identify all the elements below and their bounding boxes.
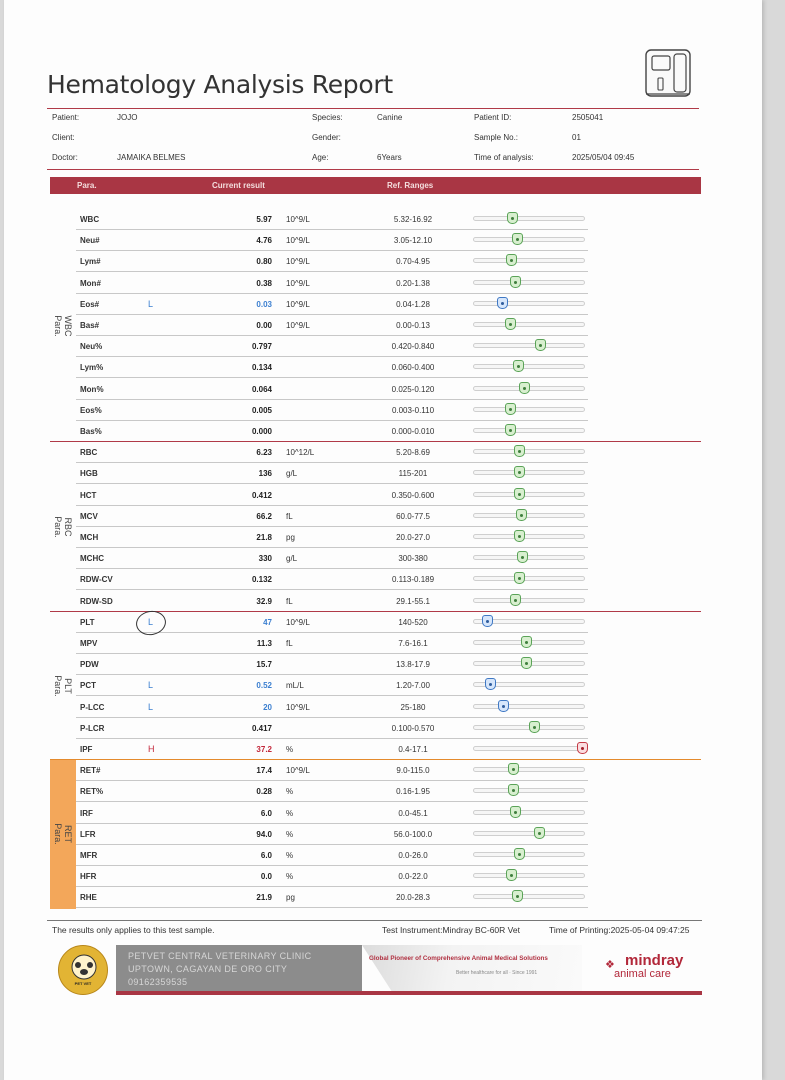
table-row <box>76 718 588 739</box>
param-value: 17.4 <box>256 766 272 776</box>
table-row <box>76 675 588 696</box>
range-marker-icon <box>521 636 532 648</box>
param-value: 0.134 <box>251 363 272 373</box>
param-name: Neu% <box>80 342 103 352</box>
param-name: IRF <box>80 808 93 818</box>
param-value: 21.8 <box>256 533 272 542</box>
patient-id-value: 2505041 <box>572 113 604 122</box>
param-flag: L <box>148 298 154 309</box>
param-ref-range: 5.32-16.92 <box>393 215 433 224</box>
range-marker-icon <box>514 488 525 500</box>
param-value: 0.000 <box>251 427 272 436</box>
table-row <box>76 400 588 421</box>
param-value: 0.03 <box>256 299 272 309</box>
param-value: 47 <box>263 617 272 627</box>
section-divider <box>50 441 701 442</box>
header-rule-bottom <box>47 169 699 170</box>
range-marker-icon <box>514 466 525 478</box>
range-slider-track <box>473 301 585 306</box>
table-row <box>76 379 588 400</box>
param-value: 136 <box>258 469 272 479</box>
param-value: 0.80 <box>256 257 272 267</box>
range-slider-track <box>473 598 585 603</box>
param-value: 0.38 <box>256 278 272 288</box>
param-value: 21.9 <box>256 893 272 903</box>
param-value: 15.7 <box>256 660 272 670</box>
param-value: 0.412 <box>251 490 272 500</box>
param-name: PDW <box>80 660 99 670</box>
param-unit: fL <box>286 639 293 648</box>
table-row <box>76 633 588 654</box>
section-divider <box>50 759 701 760</box>
col-para: Para. <box>77 181 97 190</box>
range-marker-icon <box>498 700 509 712</box>
param-ref-range: 0.420-0.840 <box>391 342 435 352</box>
param-name: Mon% <box>80 384 104 394</box>
param-value: 6.0 <box>260 851 272 860</box>
param-value: 0.52 <box>256 681 272 691</box>
range-slider-track <box>473 280 585 285</box>
range-marker-icon <box>514 530 525 542</box>
range-marker-icon <box>521 657 532 669</box>
param-unit: g/L <box>286 469 298 479</box>
param-unit: 10^9/L <box>286 278 310 288</box>
table-row <box>76 781 588 802</box>
table-row <box>76 230 588 251</box>
param-unit: 10^9/L <box>286 702 310 712</box>
param-unit: % <box>286 745 294 754</box>
range-marker-icon <box>508 763 519 775</box>
range-slider-track <box>473 852 585 857</box>
range-slider-track <box>473 322 585 327</box>
clinic-phone: 09162359535 <box>128 977 188 987</box>
param-ref-range: 140-520 <box>398 617 428 627</box>
table-row <box>76 824 588 845</box>
param-value: 0.064 <box>251 384 272 394</box>
range-slider-track <box>473 470 585 475</box>
param-name: MFR <box>80 851 98 860</box>
patient-value: JOJO <box>117 113 138 122</box>
col-current-result: Current result <box>212 181 265 190</box>
range-slider-track <box>473 894 585 899</box>
footer-accent-bar <box>116 991 702 995</box>
param-name: P-LCC <box>80 702 105 712</box>
param-ref-range: 0.20-1.38 <box>396 278 430 288</box>
param-unit: 10^9/L <box>286 215 310 224</box>
range-slider-track <box>473 449 585 454</box>
param-name: MCV <box>80 511 98 521</box>
param-ref-range: 115-201 <box>398 469 428 479</box>
param-ref-range: 1.20-7.00 <box>396 681 430 691</box>
param-name: Bas% <box>80 427 102 436</box>
param-unit: % <box>286 787 294 797</box>
param-unit: 10^9/L <box>286 321 310 330</box>
range-marker-icon <box>510 276 521 288</box>
param-name: HGB <box>80 469 98 479</box>
age-label: Age: <box>312 153 329 162</box>
table-row <box>76 294 588 315</box>
range-slider-track <box>473 343 585 348</box>
analysis-time-value: 2025/05/04 09:45 <box>572 153 635 162</box>
param-name: RBC <box>80 448 98 458</box>
param-value: 6.23 <box>256 448 272 458</box>
range-marker-icon <box>514 848 525 860</box>
range-slider-track <box>473 534 585 539</box>
range-slider-track <box>473 873 585 878</box>
table-row <box>76 887 588 908</box>
range-marker-icon <box>485 678 496 690</box>
table-row <box>76 506 588 527</box>
param-value: 0.132 <box>251 575 272 585</box>
param-unit: % <box>286 851 294 860</box>
range-marker-icon <box>512 890 523 902</box>
param-name: LFR <box>80 829 96 839</box>
param-flag: L <box>148 680 154 691</box>
section-label: PLT Para. <box>53 675 73 697</box>
range-slider-track <box>473 788 585 793</box>
param-value: 0.797 <box>251 342 272 352</box>
range-slider-track <box>473 428 585 433</box>
range-marker-icon <box>517 551 528 563</box>
table-row <box>76 654 588 675</box>
param-ref-range: 0.060-0.400 <box>391 363 435 373</box>
param-ref-range: 60.0-77.5 <box>396 511 430 521</box>
param-name: RET# <box>80 766 101 776</box>
param-ref-range: 29.1-55.1 <box>396 596 430 606</box>
param-ref-range: 0.04-1.28 <box>396 299 430 309</box>
param-ref-range: 20.0-27.0 <box>396 533 430 542</box>
paw-logo-icon <box>59 946 109 996</box>
param-name: Eos# <box>80 299 100 309</box>
results-disclaimer: The results only applies to this test sample. <box>52 925 215 935</box>
range-marker-icon <box>505 403 516 415</box>
table-row <box>76 866 588 887</box>
param-name: WBC <box>80 215 100 224</box>
param-name: Mon# <box>80 278 101 288</box>
param-value: 330 <box>258 554 272 564</box>
table-row <box>76 803 588 824</box>
param-value: 0.417 <box>251 723 272 733</box>
range-marker-icon <box>513 360 524 372</box>
param-ref-range: 9.0-115.0 <box>396 766 430 776</box>
param-ref-range: 0.00-0.13 <box>396 321 430 330</box>
range-slider-track <box>473 810 585 815</box>
table-row <box>76 336 588 357</box>
range-marker-icon <box>514 445 525 457</box>
slogan-band <box>362 945 582 993</box>
param-value: 11.3 <box>256 639 272 648</box>
param-unit: % <box>286 872 294 882</box>
param-ref-range: 3.05-12.10 <box>393 236 433 246</box>
clinic-name: PETVET CENTRAL VETERINARY CLINIC <box>128 951 312 961</box>
brand-logo-text: mindray <box>625 952 684 969</box>
table-row <box>76 697 588 718</box>
range-marker-icon <box>482 615 493 627</box>
section-label: WBC Para. <box>53 314 73 337</box>
param-name: Neu# <box>80 236 100 246</box>
range-slider-track <box>473 831 585 836</box>
param-value: 66.2 <box>256 511 272 521</box>
param-name: Lym% <box>80 363 104 373</box>
param-name: PCT <box>80 681 96 691</box>
param-unit: 10^9/L <box>286 257 310 267</box>
range-marker-icon <box>519 382 530 394</box>
species-value: Canine <box>377 113 403 122</box>
brand-slogan: Global Pioneer of Comprehensive Animal Medical Solutions <box>369 955 548 962</box>
species-label: Species: <box>312 113 343 122</box>
clinic-info-band <box>116 945 362 993</box>
range-marker-icon <box>497 297 508 309</box>
param-unit: 10^12/L <box>286 448 315 458</box>
param-value: 4.76 <box>256 236 272 246</box>
range-marker-icon <box>534 827 545 839</box>
analyzer-icon <box>638 44 696 100</box>
range-marker-icon <box>512 233 523 245</box>
param-ref-range: 0.0-22.0 <box>398 872 428 882</box>
table-row <box>76 463 588 484</box>
param-ref-range: 0.025-0.120 <box>391 384 435 394</box>
clinic-logo-text: PET VET <box>74 981 92 986</box>
param-value: 37.2 <box>256 745 272 754</box>
param-value: 5.97 <box>256 215 272 224</box>
param-unit: pg <box>286 533 295 542</box>
range-marker-icon <box>516 509 527 521</box>
table-row <box>76 485 588 506</box>
report-title: Hematology Analysis Report <box>47 70 393 99</box>
param-value: 0.005 <box>251 405 272 415</box>
param-ref-range: 5.20-8.69 <box>396 448 430 458</box>
param-ref-range: 0.350-0.600 <box>391 490 435 500</box>
range-marker-icon <box>510 594 521 606</box>
header-rule-top <box>47 108 699 109</box>
param-value: 94.0 <box>256 829 272 839</box>
client-label: Client: <box>52 133 75 142</box>
table-row <box>76 569 588 590</box>
brand-tagline: Better healthcare for all · Since 1991 <box>456 970 538 976</box>
range-marker-icon <box>529 721 540 733</box>
table-row <box>76 845 588 866</box>
param-unit: % <box>286 808 294 818</box>
param-unit: fL <box>286 596 293 606</box>
table-row <box>76 548 588 569</box>
param-unit: 10^9/L <box>286 766 310 776</box>
section-label: RBC Para. <box>53 516 73 538</box>
table-row <box>76 442 588 463</box>
param-name: RDW-CV <box>80 575 113 585</box>
doctor-value: JAMAIKA BELMES <box>117 153 186 162</box>
clinic-address: UPTOWN, CAGAYAN DE ORO CITY <box>128 964 288 974</box>
col-ref-ranges: Ref. Ranges <box>387 181 434 190</box>
range-marker-icon <box>577 742 588 754</box>
param-ref-range: 25-180 <box>400 702 426 712</box>
param-unit: 10^9/L <box>286 236 310 246</box>
range-marker-icon <box>507 212 518 224</box>
range-slider-track <box>473 258 585 263</box>
param-name: Eos% <box>80 405 102 415</box>
param-value: 0.28 <box>256 787 272 797</box>
time-of-printing: Time of Printing:2025-05-04 09:47:25 <box>549 925 690 935</box>
param-unit: pg <box>286 893 295 903</box>
param-ref-range: 56.0-100.0 <box>393 829 433 839</box>
patient-label: Patient: <box>52 113 80 122</box>
param-value: 32.9 <box>256 596 272 606</box>
table-row <box>76 315 588 336</box>
param-name: RET% <box>80 787 104 797</box>
range-slider-track <box>473 704 585 709</box>
param-ref-range: 0.003-0.110 <box>391 405 435 415</box>
range-slider-track <box>473 576 585 581</box>
param-name: PLT <box>80 617 95 627</box>
range-marker-icon <box>505 318 516 330</box>
range-marker-icon <box>505 424 516 436</box>
table-row <box>76 273 588 294</box>
param-name: P-LCR <box>80 723 105 733</box>
gender-label: Gender: <box>312 133 341 142</box>
param-unit: g/L <box>286 554 298 564</box>
sample-no-value: 01 <box>572 133 581 142</box>
param-name: MPV <box>80 639 98 648</box>
param-ref-range: 300-380 <box>398 554 428 564</box>
param-name: IPF <box>80 745 93 754</box>
param-value: 0.0 <box>260 872 272 882</box>
param-ref-range: 0.16-1.95 <box>396 787 430 797</box>
range-slider-track <box>473 216 585 221</box>
row-divider <box>76 907 588 908</box>
param-unit: mL/L <box>286 681 304 691</box>
param-ref-range: 0.100-0.570 <box>391 723 435 733</box>
param-flag: H <box>148 744 155 754</box>
range-slider-track <box>473 746 585 751</box>
param-unit: 10^9/L <box>286 299 310 309</box>
range-slider-track <box>473 555 585 560</box>
patient-id-label: Patient ID: <box>474 113 512 122</box>
analysis-time-label: Time of analysis: <box>474 153 534 162</box>
sample-no-label: Sample No.: <box>474 133 519 142</box>
range-slider-track <box>473 364 585 369</box>
age-value: 6Years <box>377 153 402 162</box>
test-instrument: Test Instrument:Mindray BC-60R Vet <box>382 925 520 935</box>
range-slider-track <box>473 767 585 772</box>
param-ref-range: 0.0-26.0 <box>398 851 428 860</box>
table-row <box>76 739 588 760</box>
range-marker-icon <box>514 572 525 584</box>
range-marker-icon <box>510 806 521 818</box>
range-marker-icon <box>535 339 546 351</box>
range-slider-track <box>473 407 585 412</box>
param-value: 6.0 <box>260 808 272 818</box>
param-ref-range: 7.6-16.1 <box>398 639 428 648</box>
param-unit: fL <box>286 511 293 521</box>
param-name: HFR <box>80 872 97 882</box>
brand-sub-text: animal care <box>614 968 671 980</box>
table-row <box>76 209 588 230</box>
footer-rule <box>47 920 702 921</box>
param-name: RDW-SD <box>80 596 113 606</box>
param-ref-range: 20.0-28.3 <box>396 893 430 903</box>
param-unit: 10^9/L <box>286 617 310 627</box>
range-marker-icon <box>506 254 517 266</box>
table-row <box>76 421 588 442</box>
section-label: RET Para. <box>53 823 73 846</box>
param-flag: L <box>148 616 154 627</box>
param-ref-range: 0.0-45.1 <box>398 808 428 818</box>
param-name: RHE <box>80 893 97 903</box>
clinic-logo <box>58 945 108 995</box>
param-name: HCT <box>80 490 97 500</box>
range-slider-track <box>473 237 585 242</box>
param-unit: % <box>286 829 294 839</box>
param-ref-range: 0.4-17.1 <box>398 745 428 754</box>
range-marker-icon <box>508 784 519 796</box>
results-table-header <box>50 177 701 194</box>
param-flag: L <box>148 701 154 712</box>
param-name: Lym# <box>80 257 101 267</box>
param-ref-range: 13.8-17.9 <box>396 660 430 670</box>
param-value: 20 <box>263 702 272 712</box>
table-row <box>76 591 588 612</box>
param-ref-range: 0.113-0.189 <box>391 575 435 585</box>
doctor-label: Doctor: <box>52 153 78 162</box>
table-row <box>76 760 588 781</box>
paw-icon: ❖ <box>605 959 615 971</box>
param-name: MCHC <box>80 554 104 564</box>
param-ref-range: 0.000-0.010 <box>391 427 435 436</box>
table-row <box>76 527 588 548</box>
param-name: MCH <box>80 533 99 542</box>
table-row <box>76 357 588 378</box>
range-marker-icon <box>506 869 517 881</box>
range-slider-track <box>473 492 585 497</box>
range-slider-track <box>473 513 585 518</box>
param-name: Bas# <box>80 321 100 330</box>
param-ref-range: 0.70-4.95 <box>396 257 430 267</box>
param-value: 0.00 <box>256 321 272 330</box>
table-row <box>76 251 588 272</box>
